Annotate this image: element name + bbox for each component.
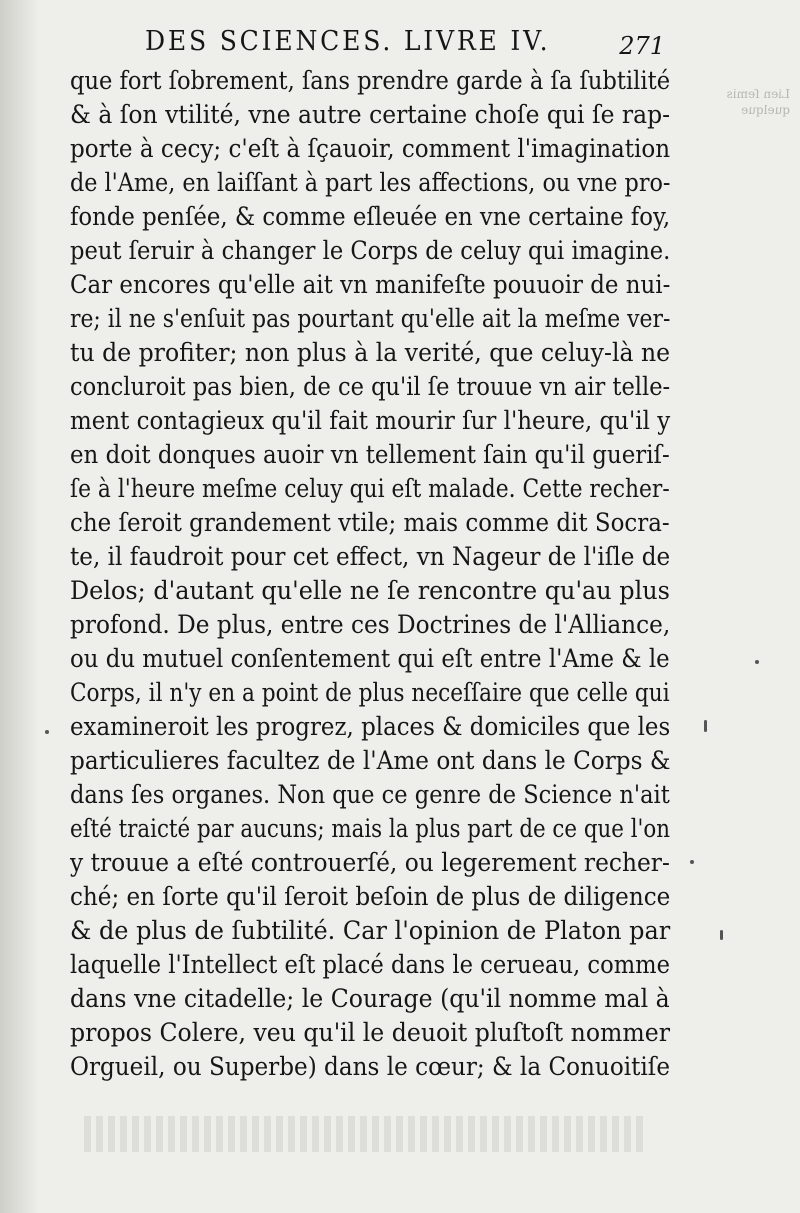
text-line: dans ſes organes. Non que ce genre de Science n'ait	[70, 780, 670, 809]
text-line: te, il faudroit pour cet effect, vn Nageur de l'iſle de	[70, 542, 671, 571]
show-through-margin-note	[702, 86, 790, 136]
text-line: peut ſeruir à changer le Corps de celuy qui imagine.	[70, 236, 671, 265]
text-line: Orgueil, ou Superbe) dans le cœur; & la Conuoitiſe	[70, 1052, 671, 1081]
text-line: che ſeroit grandement vtile; mais comme dit Socra-	[70, 508, 670, 537]
show-through-line: Lien ſemis	[726, 87, 790, 101]
page-number: 271	[619, 32, 665, 60]
text-line: dans vne citadelle; le Courage (qu'il nomme mal à	[70, 984, 670, 1013]
page-gutter-shadow	[0, 0, 40, 1213]
show-through-bottom	[84, 1116, 644, 1152]
text-line: ſe à l'heure meſme celuy qui eſt malade. Cette recher-	[70, 474, 670, 503]
text-line: tu de profiter; non plus à la verité, que celuy-là ne	[70, 338, 671, 367]
text-line: re; il ne s'enſuit pas pourtant qu'elle ait la meſme ver-	[70, 304, 671, 333]
ink-speck	[755, 660, 759, 664]
text-line: examineroit les progrez, places & domiciles que les	[70, 712, 671, 741]
text-line: Car encores qu'elle ait vn manifeſte pouuoir de nui-	[70, 270, 671, 299]
text-line: porte à cecy; c'eſt à ſçauoir, comment l'imagination	[70, 134, 671, 163]
text-line: ou du mutuel conſentement qui eſt entre l'Ame & le	[70, 644, 670, 673]
text-line: ment contagieux qu'il fait mourir ſur l'heure, qu'il y	[70, 406, 671, 435]
text-line: ché; en ſorte qu'il ſeroit beſoin de plus de diligence	[70, 882, 671, 911]
text-line: & à ſon vtilité, vne autre certaine choſe qui ſe rap-	[70, 100, 671, 129]
text-line: en doit donques auoir vn tellement ſain qu'il gueriſ-	[70, 440, 670, 469]
text-line: laquelle l'Intellect eſt placé dans le cerueau, comme	[70, 950, 671, 979]
text-line: Delos; d'autant qu'elle ne ſe rencontre qu'au plus	[70, 576, 670, 605]
text-line: & de plus de ſubtilité. Car l'opinion de Platon par	[70, 916, 671, 945]
text-line: eſté traicté par aucuns; mais la plus part de ce que l'on	[70, 814, 671, 843]
show-through-line: quelque	[741, 103, 790, 117]
body-text	[70, 64, 680, 1084]
text-line: particulieres facultez de l'Ame ont dans le Corps &	[70, 746, 671, 775]
text-line: que fort ſobrement, ſans prendre garde à ſa ſubtilité	[70, 66, 671, 95]
text-line: propos Colere, veu qu'il le deuoit pluſtoſt nommer	[70, 1018, 671, 1047]
ink-speck	[720, 930, 723, 940]
text-line: y trouue a eſté controuerſé, ou legerement recher-	[70, 848, 670, 877]
text-line: profond. De plus, entre ces Doctrines de l'Alliance,	[70, 610, 671, 639]
text-line: de l'Ame, en laiſſant à part les affections, ou vne pro-	[70, 168, 671, 197]
running-title: DES SCIENCES. LIVRE IV.	[145, 26, 551, 57]
text-line: fonde penſée, & comme eſleuée en vne certaine foy,	[70, 202, 671, 231]
ink-speck	[45, 730, 49, 734]
ink-speck	[690, 860, 694, 864]
text-line: concluroit pas bien, de ce qu'il ſe trouue vn air telle-	[70, 372, 671, 401]
text-line: Corps, il n'y en a point de plus neceſſaire que celle qui	[70, 678, 670, 707]
ink-speck	[704, 720, 707, 732]
